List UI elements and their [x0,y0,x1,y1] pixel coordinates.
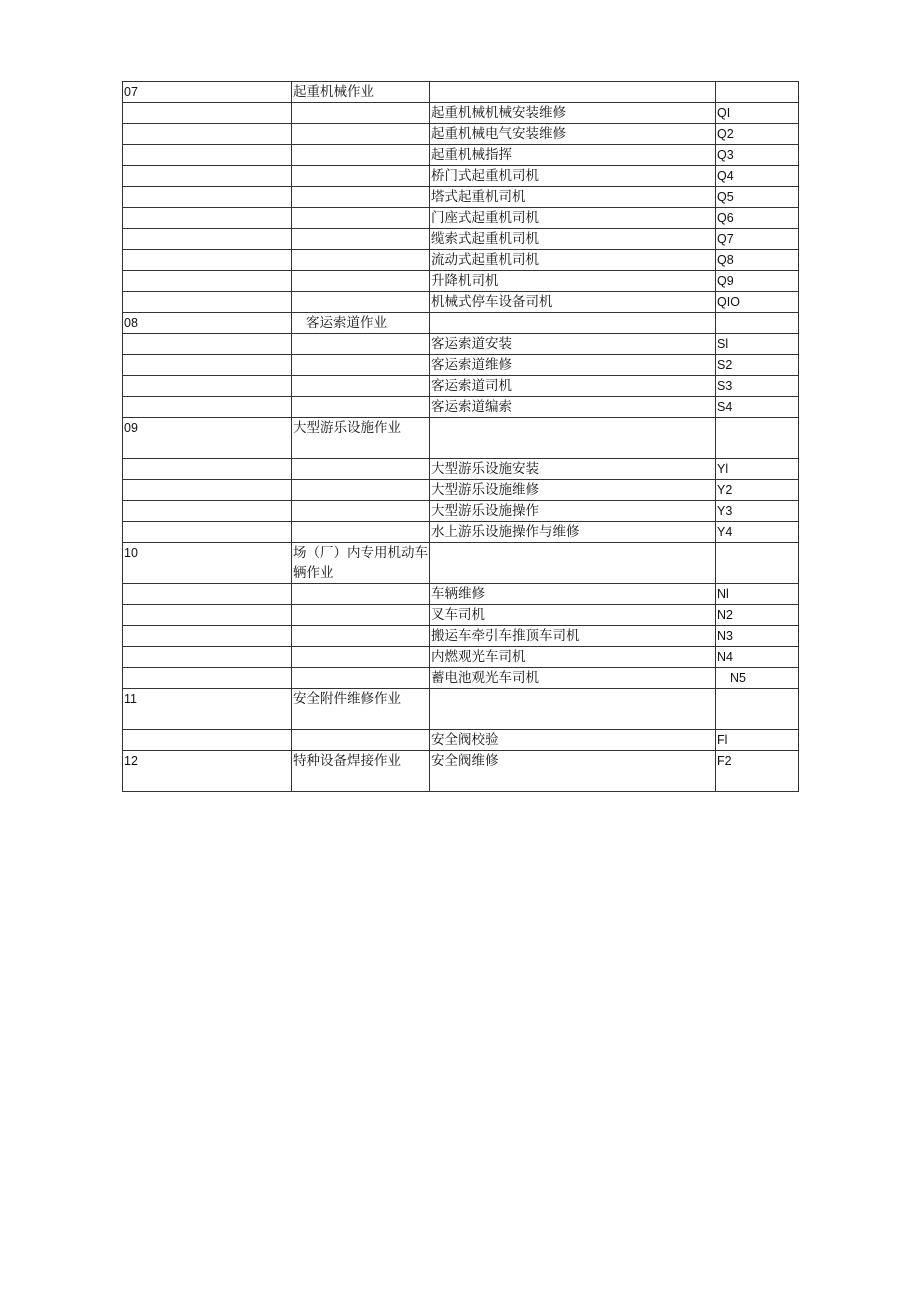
category-cell [292,208,430,229]
sub-code-cell: Y4 [716,522,799,543]
sub-code-cell: Y2 [716,480,799,501]
code-cell [123,605,292,626]
sub-code-cell: Y3 [716,501,799,522]
category-cell: 场（厂）内专用机动车辆作业 [292,543,430,584]
item-cell: 升降机司机 [430,271,716,292]
category-cell: 大型游乐设施作业 [292,418,430,459]
item-cell: 大型游乐设施操作 [430,501,716,522]
sub-code-cell: Q8 [716,250,799,271]
table-row [123,459,799,480]
item-cell: 门座式起重机司机 [430,208,716,229]
code-cell [123,271,292,292]
item-cell: 起重机械电气安装维修 [430,124,716,145]
table-row [123,271,799,292]
code-cell [123,250,292,271]
code-cell [123,397,292,418]
category-cell [292,668,430,689]
category-cell: 特种设备焊接作业 [292,751,430,792]
category-cell [292,103,430,124]
item-cell: 起重机械机械安装维修 [430,103,716,124]
table-row [123,334,799,355]
category-cell [292,355,430,376]
item-cell: 桥门式起重机司机 [430,166,716,187]
sub-code-cell: F2 [716,751,799,792]
code-cell [123,584,292,605]
table-row [123,145,799,166]
table-row [123,124,799,145]
category-cell [292,397,430,418]
table-row [123,187,799,208]
table-row [123,522,799,543]
code-cell [123,626,292,647]
item-cell: 安全阀校验 [430,730,716,751]
code-cell [123,668,292,689]
item-cell: 水上游乐设施操作与维修 [430,522,716,543]
code-cell [123,501,292,522]
code-cell: 09 [123,418,292,459]
table-row [123,730,799,751]
code-cell [123,187,292,208]
sub-code-cell [716,418,799,459]
code-cell: 10 [123,543,292,584]
item-cell: 大型游乐设施维修 [430,480,716,501]
item-cell: 大型游乐设施安装 [430,459,716,480]
sub-code-cell: N2 [716,605,799,626]
item-cell [430,543,716,584]
sub-code-cell: Sl [716,334,799,355]
equipment-category-table [122,81,799,792]
table-row [123,166,799,187]
category-cell [292,229,430,250]
table-row [123,376,799,397]
item-cell: 搬运车牵引车推顶车司机 [430,626,716,647]
sub-code-cell: Q7 [716,229,799,250]
table-row [123,313,799,334]
item-cell: 客运索道司机 [430,376,716,397]
item-cell: 内燃观光车司机 [430,647,716,668]
table-body [123,82,799,792]
sub-code-cell [716,689,799,730]
sub-code-cell [716,543,799,584]
item-cell: 蓄电池观光车司机 [430,668,716,689]
item-cell: 安全阀维修 [430,751,716,792]
sub-code-cell: S3 [716,376,799,397]
sub-code-cell [716,82,799,103]
code-cell [123,355,292,376]
sub-code-cell: Yl [716,459,799,480]
item-cell: 客运索道编索 [430,397,716,418]
item-cell: 起重机械指挥 [430,145,716,166]
table-row [123,605,799,626]
code-cell [123,208,292,229]
sub-code-cell: Q2 [716,124,799,145]
category-cell [292,250,430,271]
item-cell: 客运索道维修 [430,355,716,376]
item-cell: 客运索道安装 [430,334,716,355]
code-cell [123,124,292,145]
item-cell: 机械式停车设备司机 [430,292,716,313]
code-cell [123,292,292,313]
sub-code-cell: Fl [716,730,799,751]
table-row [123,208,799,229]
code-cell: 08 [123,313,292,334]
category-cell [292,334,430,355]
code-cell [123,229,292,250]
table-row [123,626,799,647]
code-cell [123,647,292,668]
code-cell: 12 [123,751,292,792]
table-row [123,250,799,271]
table-row [123,543,799,584]
category-cell [292,271,430,292]
sub-code-cell: Nl [716,584,799,605]
category-cell [292,376,430,397]
category-cell: 客运索道作业 [292,313,430,334]
category-cell [292,166,430,187]
sub-code-cell: Q3 [716,145,799,166]
code-cell [123,376,292,397]
table-row [123,229,799,250]
category-cell: 安全附件维修作业 [292,689,430,730]
sub-code-cell: N3 [716,626,799,647]
code-cell [123,522,292,543]
category-cell [292,626,430,647]
code-cell [123,145,292,166]
sub-code-cell: Q5 [716,187,799,208]
category-cell [292,730,430,751]
category-cell [292,605,430,626]
code-cell [123,166,292,187]
item-cell [430,82,716,103]
item-cell [430,313,716,334]
sub-code-cell: QI [716,103,799,124]
table-row [123,292,799,313]
category-cell [292,480,430,501]
table-row [123,584,799,605]
table-row [123,501,799,522]
category-cell [292,124,430,145]
sub-code-cell: Q9 [716,271,799,292]
table-row [123,480,799,501]
item-cell: 车辆维修 [430,584,716,605]
code-cell: 07 [123,82,292,103]
sub-code-cell: N5 [716,668,799,689]
table-row [123,82,799,103]
item-cell: 塔式起重机司机 [430,187,716,208]
code-cell [123,459,292,480]
item-cell: 缆索式起重机司机 [430,229,716,250]
sub-code-cell: S2 [716,355,799,376]
code-cell [123,730,292,751]
table-row [123,751,799,792]
code-cell [123,480,292,501]
category-cell [292,187,430,208]
category-cell [292,292,430,313]
table-row [123,103,799,124]
item-cell [430,689,716,730]
table-row [123,689,799,730]
sub-code-cell [716,313,799,334]
sub-code-cell: Q6 [716,208,799,229]
item-cell [430,418,716,459]
sub-code-cell: Q4 [716,166,799,187]
category-cell [292,145,430,166]
code-cell [123,334,292,355]
code-cell [123,103,292,124]
sub-code-cell: N4 [716,647,799,668]
table-row [123,397,799,418]
category-cell [292,584,430,605]
category-cell [292,501,430,522]
item-cell: 流动式起重机司机 [430,250,716,271]
item-cell: 叉车司机 [430,605,716,626]
sub-code-cell: QIO [716,292,799,313]
category-cell [292,459,430,480]
table-row [123,418,799,459]
sub-code-cell: S4 [716,397,799,418]
table-row [123,647,799,668]
table-row [123,668,799,689]
table-row [123,355,799,376]
code-cell: 11 [123,689,292,730]
category-cell [292,647,430,668]
category-cell: 起重机械作业 [292,82,430,103]
category-cell [292,522,430,543]
